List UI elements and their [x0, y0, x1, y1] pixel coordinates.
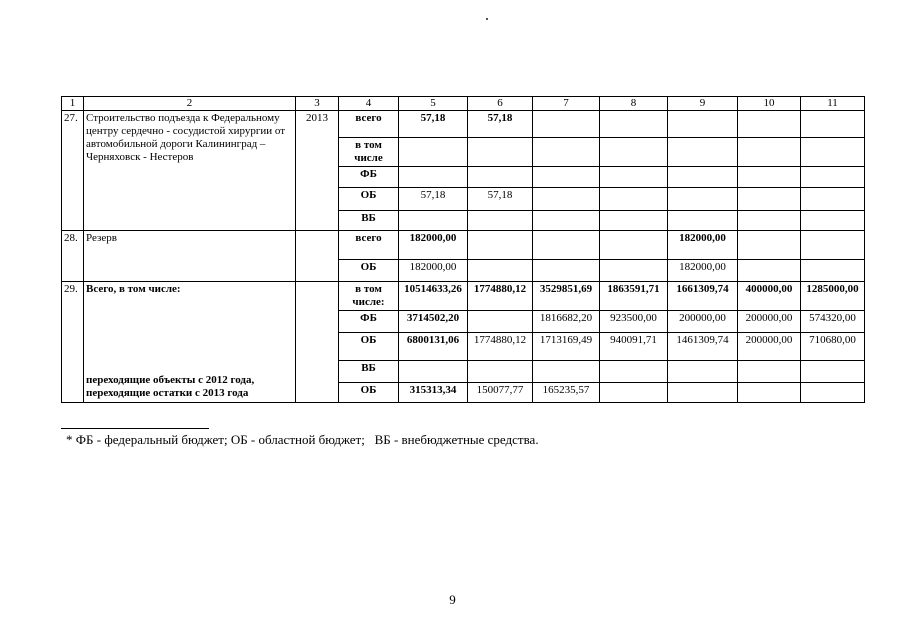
value-cell: [399, 138, 468, 167]
value-cell: [801, 383, 865, 403]
value-cell: 182000,00: [668, 231, 738, 260]
value-cell: [801, 361, 865, 383]
value-cell: [738, 211, 801, 231]
header-cell: 2: [84, 97, 296, 111]
funding-label: всего: [339, 231, 399, 260]
header-cell: 4: [339, 97, 399, 111]
value-cell: [600, 138, 668, 167]
value-cell: [801, 211, 865, 231]
row-title: Строительство подъезда к Федеральному центру сердечно - сосудистой хирургии от автомобильной дороги Калининград – Черняховск - Нестеров: [84, 111, 296, 231]
value-cell: 200000,00: [668, 311, 738, 333]
value-cell: [801, 260, 865, 282]
value-cell: [533, 167, 600, 188]
value-cell: 3529851,69: [533, 282, 600, 311]
value-cell: 200000,00: [738, 333, 801, 361]
value-cell: [533, 111, 600, 138]
footnote-divider: [61, 428, 209, 429]
value-cell: [801, 167, 865, 188]
funding-label: всего: [339, 111, 399, 138]
value-cell: 57,18: [399, 111, 468, 138]
value-cell: 1774880,12: [468, 333, 533, 361]
value-cell: [533, 231, 600, 260]
value-cell: [738, 138, 801, 167]
value-cell: [468, 138, 533, 167]
value-cell: [533, 188, 600, 211]
value-cell: 182000,00: [399, 231, 468, 260]
funding-label: в том числе: [339, 138, 399, 167]
value-cell: [600, 361, 668, 383]
row-year: 2013: [296, 111, 339, 231]
value-cell: [801, 188, 865, 211]
footnote: * ФБ - федеральный бюджет; ОБ - областной бюджет; ВБ - внебюджетные средства.: [66, 432, 539, 447]
page-number: 9: [449, 592, 456, 607]
value-cell: [533, 260, 600, 282]
value-cell: 574320,00: [801, 311, 865, 333]
value-cell: [468, 231, 533, 260]
header-cell: 10: [738, 97, 801, 111]
value-cell: 710680,00: [801, 333, 865, 361]
row-number: 27.: [62, 111, 84, 231]
header-cell: 7: [533, 97, 600, 111]
value-cell: [668, 211, 738, 231]
value-cell: 315313,34: [399, 383, 468, 403]
value-cell: 1461309,74: [668, 333, 738, 361]
value-cell: [738, 260, 801, 282]
value-cell: [738, 167, 801, 188]
header-cell: 8: [600, 97, 668, 111]
value-cell: [668, 138, 738, 167]
value-cell: 57,18: [399, 188, 468, 211]
value-cell: [600, 231, 668, 260]
table-row: [62, 231, 865, 260]
funding-label: ОБ: [339, 333, 399, 361]
funding-label: в том числе:: [339, 282, 399, 311]
value-cell: 1863591,71: [600, 282, 668, 311]
value-cell: 182000,00: [668, 260, 738, 282]
value-cell: [533, 138, 600, 167]
value-cell: [468, 167, 533, 188]
row-number: 29.: [62, 282, 84, 403]
header-cell: 11: [801, 97, 865, 111]
funding-label: ВБ: [339, 361, 399, 383]
value-cell: [600, 211, 668, 231]
funding-label: ВБ: [339, 211, 399, 231]
value-cell: [738, 231, 801, 260]
value-cell: [668, 167, 738, 188]
value-cell: [738, 361, 801, 383]
value-cell: [801, 111, 865, 138]
value-cell: 1774880,12: [468, 282, 533, 311]
value-cell: [738, 383, 801, 403]
value-cell: 57,18: [468, 111, 533, 138]
funding-label: ФБ: [339, 311, 399, 333]
value-cell: [668, 111, 738, 138]
table-header-row: [62, 97, 865, 111]
value-cell: 400000,00: [738, 282, 801, 311]
value-cell: [399, 167, 468, 188]
funding-label: ОБ: [339, 260, 399, 282]
header-cell: 1: [62, 97, 84, 111]
value-cell: [668, 361, 738, 383]
value-cell: [600, 111, 668, 138]
value-cell: 1816682,20: [533, 311, 600, 333]
row-year: [296, 231, 339, 282]
value-cell: [533, 211, 600, 231]
value-cell: [399, 361, 468, 383]
value-cell: [668, 383, 738, 403]
value-cell: [468, 361, 533, 383]
table-row: [62, 111, 865, 138]
value-cell: [738, 111, 801, 138]
value-cell: [468, 311, 533, 333]
value-cell: [600, 383, 668, 403]
funding-label: ФБ: [339, 167, 399, 188]
value-cell: [801, 138, 865, 167]
value-cell: [801, 231, 865, 260]
scan-speck: [486, 18, 488, 20]
budget-table: [61, 96, 865, 403]
value-cell: 200000,00: [738, 311, 801, 333]
value-cell: [533, 361, 600, 383]
row-title-cell: [84, 282, 296, 403]
funding-label: ОБ: [339, 383, 399, 403]
value-cell: [399, 211, 468, 231]
value-cell: 150077,77: [468, 383, 533, 403]
value-cell: [468, 211, 533, 231]
value-cell: [468, 260, 533, 282]
table-row: [62, 282, 865, 311]
row-title: Всего, в том числе:: [86, 283, 181, 295]
header-cell: 6: [468, 97, 533, 111]
value-cell: 1713169,49: [533, 333, 600, 361]
row-year: [296, 282, 339, 403]
value-cell: 1285000,00: [801, 282, 865, 311]
value-cell: 10514633,26: [399, 282, 468, 311]
value-cell: [738, 188, 801, 211]
row-number: 28.: [62, 231, 84, 282]
row-subtitle: переходящие объекты с 2012 года, переходящие остатки с 2013 года: [86, 374, 255, 399]
value-cell: [668, 188, 738, 211]
funding-label: ОБ: [339, 188, 399, 211]
value-cell: 1661309,74: [668, 282, 738, 311]
value-cell: 3714502,20: [399, 311, 468, 333]
value-cell: 182000,00: [399, 260, 468, 282]
header-cell: 3: [296, 97, 339, 111]
value-cell: 6800131,06: [399, 333, 468, 361]
row-title: Резерв: [84, 231, 296, 282]
value-cell: [600, 167, 668, 188]
header-cell: 9: [668, 97, 738, 111]
value-cell: [600, 188, 668, 211]
value-cell: 165235,57: [533, 383, 600, 403]
header-cell: 5: [399, 97, 468, 111]
value-cell: [600, 260, 668, 282]
value-cell: 57,18: [468, 188, 533, 211]
value-cell: 940091,71: [600, 333, 668, 361]
value-cell: 923500,00: [600, 311, 668, 333]
